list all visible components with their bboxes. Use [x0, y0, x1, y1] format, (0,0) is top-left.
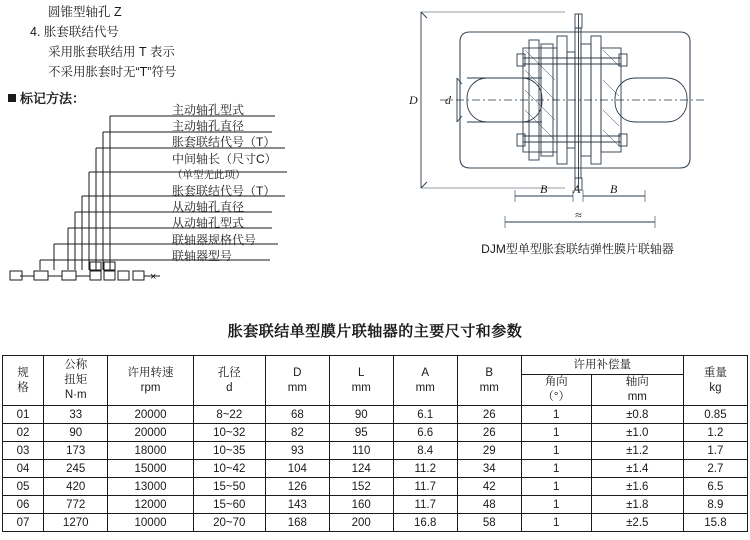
cell-bore: 15~50 — [193, 478, 265, 496]
cell-axial: ±1.8 — [591, 496, 683, 514]
marking-separator: × — [150, 271, 157, 283]
marking-label: 胀套联结代号（T） — [172, 183, 276, 198]
table-header-row-1 — [3, 356, 748, 375]
table-head — [3, 356, 748, 406]
cell-angular: 1 — [521, 478, 591, 496]
cell-torque: 173 — [44, 442, 108, 460]
cell-speed: 18000 — [108, 442, 193, 460]
cell-torque: 772 — [44, 496, 108, 514]
cell-bore: 8~22 — [193, 406, 265, 424]
cell-A: 16.8 — [393, 514, 457, 532]
cell-spec: 01 — [3, 406, 44, 424]
cell-weight: 8.9 — [683, 496, 747, 514]
dim-label-B-right: B — [610, 182, 618, 196]
cell-angular: 1 — [521, 496, 591, 514]
cell-angular: 1 — [521, 424, 591, 442]
header-comp-angular: 角向 （°） — [521, 375, 591, 406]
notes-block — [10, 2, 400, 82]
marking-label: 主动轴孔型式 — [172, 103, 245, 117]
note-line: 采用胀套联结用 T 表示 — [48, 45, 175, 59]
cell-L: 90 — [329, 406, 393, 424]
header-B: B mm — [457, 356, 521, 406]
table-row — [3, 478, 748, 496]
cell-weight: 2.7 — [683, 460, 747, 478]
cell-D: 168 — [265, 514, 329, 532]
coupling-drawing-svg — [405, 0, 750, 260]
cell-weight: 1.7 — [683, 442, 747, 460]
dim-label-D: D — [409, 93, 418, 107]
header-comp-axial: 轴向 mm — [591, 375, 683, 406]
table-row — [3, 442, 748, 460]
cell-axial: ±2.5 — [591, 514, 683, 532]
table-title: 胀套联结单型膜片联轴器的主要尺寸和参数 — [227, 323, 523, 340]
cell-spec: 07 — [3, 514, 44, 532]
cell-bore: 15~60 — [193, 496, 265, 514]
cell-B: 34 — [457, 460, 521, 478]
cell-L: 95 — [329, 424, 393, 442]
table-row — [3, 514, 748, 532]
cell-bore: 20~70 — [193, 514, 265, 532]
marking-label: 胀套联结代号（T） — [172, 135, 276, 150]
cell-D: 143 — [265, 496, 329, 514]
cell-B: 29 — [457, 442, 521, 460]
cell-torque: 33 — [44, 406, 108, 424]
cell-D: 104 — [265, 460, 329, 478]
cell-speed: 20000 — [108, 406, 193, 424]
note-line: 不采用胀套时无“T”符号 — [48, 65, 177, 79]
note-line: 圆锥型轴孔 Z — [48, 5, 122, 19]
table-row — [3, 424, 748, 442]
cell-axial: ±1.4 — [591, 460, 683, 478]
table-row — [3, 496, 748, 514]
header-D: D mm — [265, 356, 329, 406]
cell-torque: 1270 — [44, 514, 108, 532]
cell-angular: 1 — [521, 442, 591, 460]
cell-torque: 245 — [44, 460, 108, 478]
cell-angular: 1 — [521, 406, 591, 424]
note-line: 4. 胀套联结代号 — [30, 25, 119, 39]
cell-A: 6.6 — [393, 424, 457, 442]
table-body — [3, 406, 748, 532]
cell-torque: 420 — [44, 478, 108, 496]
cell-spec: 04 — [3, 460, 44, 478]
cell-axial: ±1.0 — [591, 424, 683, 442]
header-weight: 重量 kg — [683, 356, 747, 406]
cell-D: 68 — [265, 406, 329, 424]
marking-label: 从动轴孔直径 — [172, 200, 245, 215]
header-torque: 公称 扭矩 N·m — [44, 356, 108, 406]
marking-label: 联轴器型号 — [172, 248, 233, 263]
cell-L: 160 — [329, 496, 393, 514]
cell-weight: 0.85 — [683, 406, 747, 424]
cell-bore: 10~32 — [193, 424, 265, 442]
cell-B: 26 — [457, 424, 521, 442]
dim-label-approx: ≈ — [575, 208, 582, 222]
cell-L: 110 — [329, 442, 393, 460]
cell-L: 152 — [329, 478, 393, 496]
cell-axial: ±0.8 — [591, 406, 683, 424]
cell-L: 200 — [329, 514, 393, 532]
marking-label: 主动轴孔直径 — [172, 119, 245, 134]
cell-spec: 05 — [3, 478, 44, 496]
cell-weight: 1.2 — [683, 424, 747, 442]
cell-spec: 03 — [3, 442, 44, 460]
marking-method-heading-label: 标记方法： — [20, 91, 86, 106]
marking-label-sub: （单型无此项） — [172, 168, 246, 181]
cell-A: 8.4 — [393, 442, 457, 460]
dim-label-d: d — [445, 93, 451, 107]
cell-speed: 12000 — [108, 496, 193, 514]
cell-speed: 20000 — [108, 424, 193, 442]
cell-spec: 02 — [3, 424, 44, 442]
cell-A: 11.7 — [393, 478, 457, 496]
drawing-caption: DJM型单型胀套联结弹性膜片联轴器 — [481, 242, 674, 256]
cell-speed: 15000 — [108, 460, 193, 478]
cell-bore: 10~42 — [193, 460, 265, 478]
coupling-technical-drawing — [405, 0, 750, 260]
cell-speed: 13000 — [108, 478, 193, 496]
parameters-table — [2, 355, 748, 532]
cell-torque: 90 — [44, 424, 108, 442]
marking-label: 联轴器规格代号 — [172, 232, 257, 247]
cell-axial: ±1.2 — [591, 442, 683, 460]
header-L: L mm — [329, 356, 393, 406]
cell-A: 6.1 — [393, 406, 457, 424]
cell-D: 82 — [265, 424, 329, 442]
marking-label: 从动轴孔型式 — [172, 216, 245, 231]
cell-A: 11.7 — [393, 496, 457, 514]
cell-bore: 10~35 — [193, 442, 265, 460]
dim-label-B-left: B — [540, 182, 548, 196]
cell-D: 126 — [265, 478, 329, 496]
marking-labels — [172, 102, 277, 264]
cell-B: 58 — [457, 514, 521, 532]
header-spec: 规 格 — [3, 356, 44, 406]
cell-speed: 10000 — [108, 514, 193, 532]
cell-angular: 1 — [521, 460, 591, 478]
cell-weight: 6.5 — [683, 478, 747, 496]
header-bore: 孔径 d — [193, 356, 265, 406]
cell-A: 11.2 — [393, 460, 457, 478]
header-speed: 许用转速 rpm — [108, 356, 193, 406]
table-row — [3, 406, 748, 424]
dim-label-A: A — [573, 182, 581, 196]
marking-diagram — [0, 100, 400, 295]
cell-D: 93 — [265, 442, 329, 460]
header-A: A mm — [393, 356, 457, 406]
cell-L: 124 — [329, 460, 393, 478]
cell-angular: 1 — [521, 514, 591, 532]
marking-label: 中间轴长（尺寸C） — [172, 151, 277, 166]
cell-B: 26 — [457, 406, 521, 424]
cell-B: 42 — [457, 478, 521, 496]
header-compensation-group: 许用补偿量 — [521, 356, 683, 375]
cell-axial: ±1.6 — [591, 478, 683, 496]
table-row — [3, 460, 748, 478]
cell-spec: 06 — [3, 496, 44, 514]
cell-B: 48 — [457, 496, 521, 514]
cell-weight: 15.8 — [683, 514, 747, 532]
